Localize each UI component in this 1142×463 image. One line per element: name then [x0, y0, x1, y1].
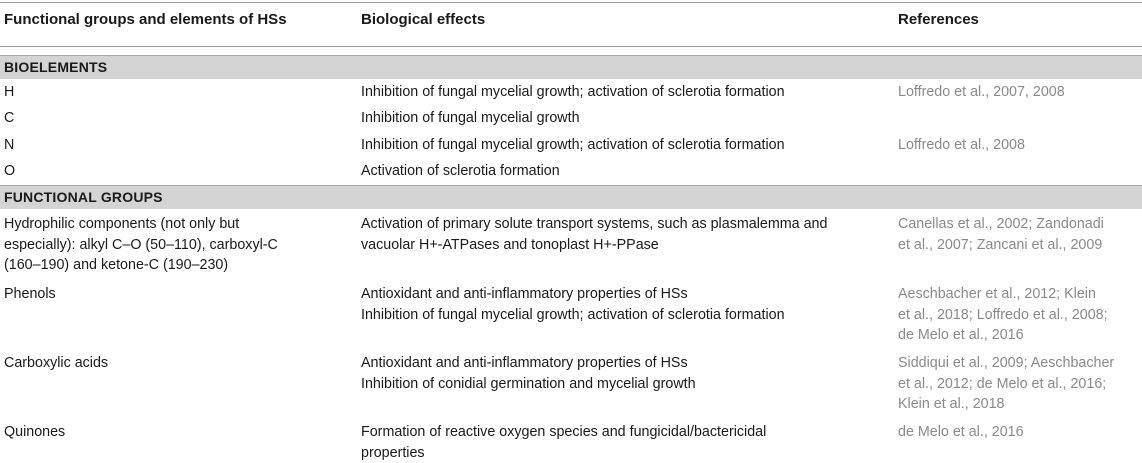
reference: Canellas et al., 2002; Zandonadi et al., 2007; Zancani et al., 2009 [898, 216, 1104, 253]
element-name: H [4, 84, 15, 100]
biological-effect: Inhibition of fungal mycelial growth; activation of sclerotia formation [361, 84, 785, 100]
element-name: Hydrophilic components (not only but especially): alkyl C–O (50–110), carboxyl-C (160–190) and ketone-C (190–230) [4, 216, 278, 273]
element-name: Carboxylic acids [4, 355, 109, 371]
biological-effect: Formation of reactive oxygen species and fungicidal/bactericidal properties [361, 424, 767, 461]
element-name: N [4, 137, 15, 153]
element-name: O [4, 163, 16, 179]
header-rule [0, 46, 1142, 47]
reference: Siddiqui et al., 2009; Aeschbacher et al., 2012; de Melo et al., 2016; Klein et al., 2018 [898, 355, 1115, 412]
reference: Aeschbacher et al., 2012; Klein et al., 2018; Loffredo et al., 2008; de Melo et al., 2016 [898, 286, 1108, 343]
biological-effect: Inhibition of fungal mycelial growth; activation of sclerotia formation [361, 137, 785, 153]
biological-effect: Inhibition of fungal mycelial growth [361, 110, 580, 126]
top-rule [0, 2, 1142, 3]
section-label: FUNCTIONAL GROUPS [4, 189, 163, 205]
biological-effect: Antioxidant and anti-inflammatory properties of HSs Inhibition of fungal mycelial growth; activation of sclerotia formation [361, 286, 785, 323]
element-name: C [4, 110, 15, 126]
element-name: Quinones [4, 424, 66, 440]
header-functional-groups: Functional groups and elements of HSs [4, 11, 287, 28]
header-references: References [898, 11, 979, 28]
section-label: BIOELEMENTS [4, 59, 108, 75]
section-functional-groups [0, 185, 1142, 209]
element-name: Phenols [4, 286, 56, 302]
reference: Loffredo et al., 2008 [898, 137, 1025, 153]
reference: de Melo et al., 2016 [898, 424, 1024, 440]
section-bioelements [0, 55, 1142, 79]
biological-effect: Activation of primary solute transport systems, such as plasmalemma and vacuolar H+-ATPases and tonoplast H+-PPase [361, 216, 828, 253]
biological-effect: Activation of sclerotia formation [361, 163, 560, 179]
reference: Loffredo et al., 2007, 2008 [898, 84, 1065, 100]
biological-effect: Antioxidant and anti-inflammatory properties of HSs Inhibition of conidial germination and mycelial growth [361, 355, 696, 392]
header-biological-effects: Biological effects [361, 11, 486, 28]
